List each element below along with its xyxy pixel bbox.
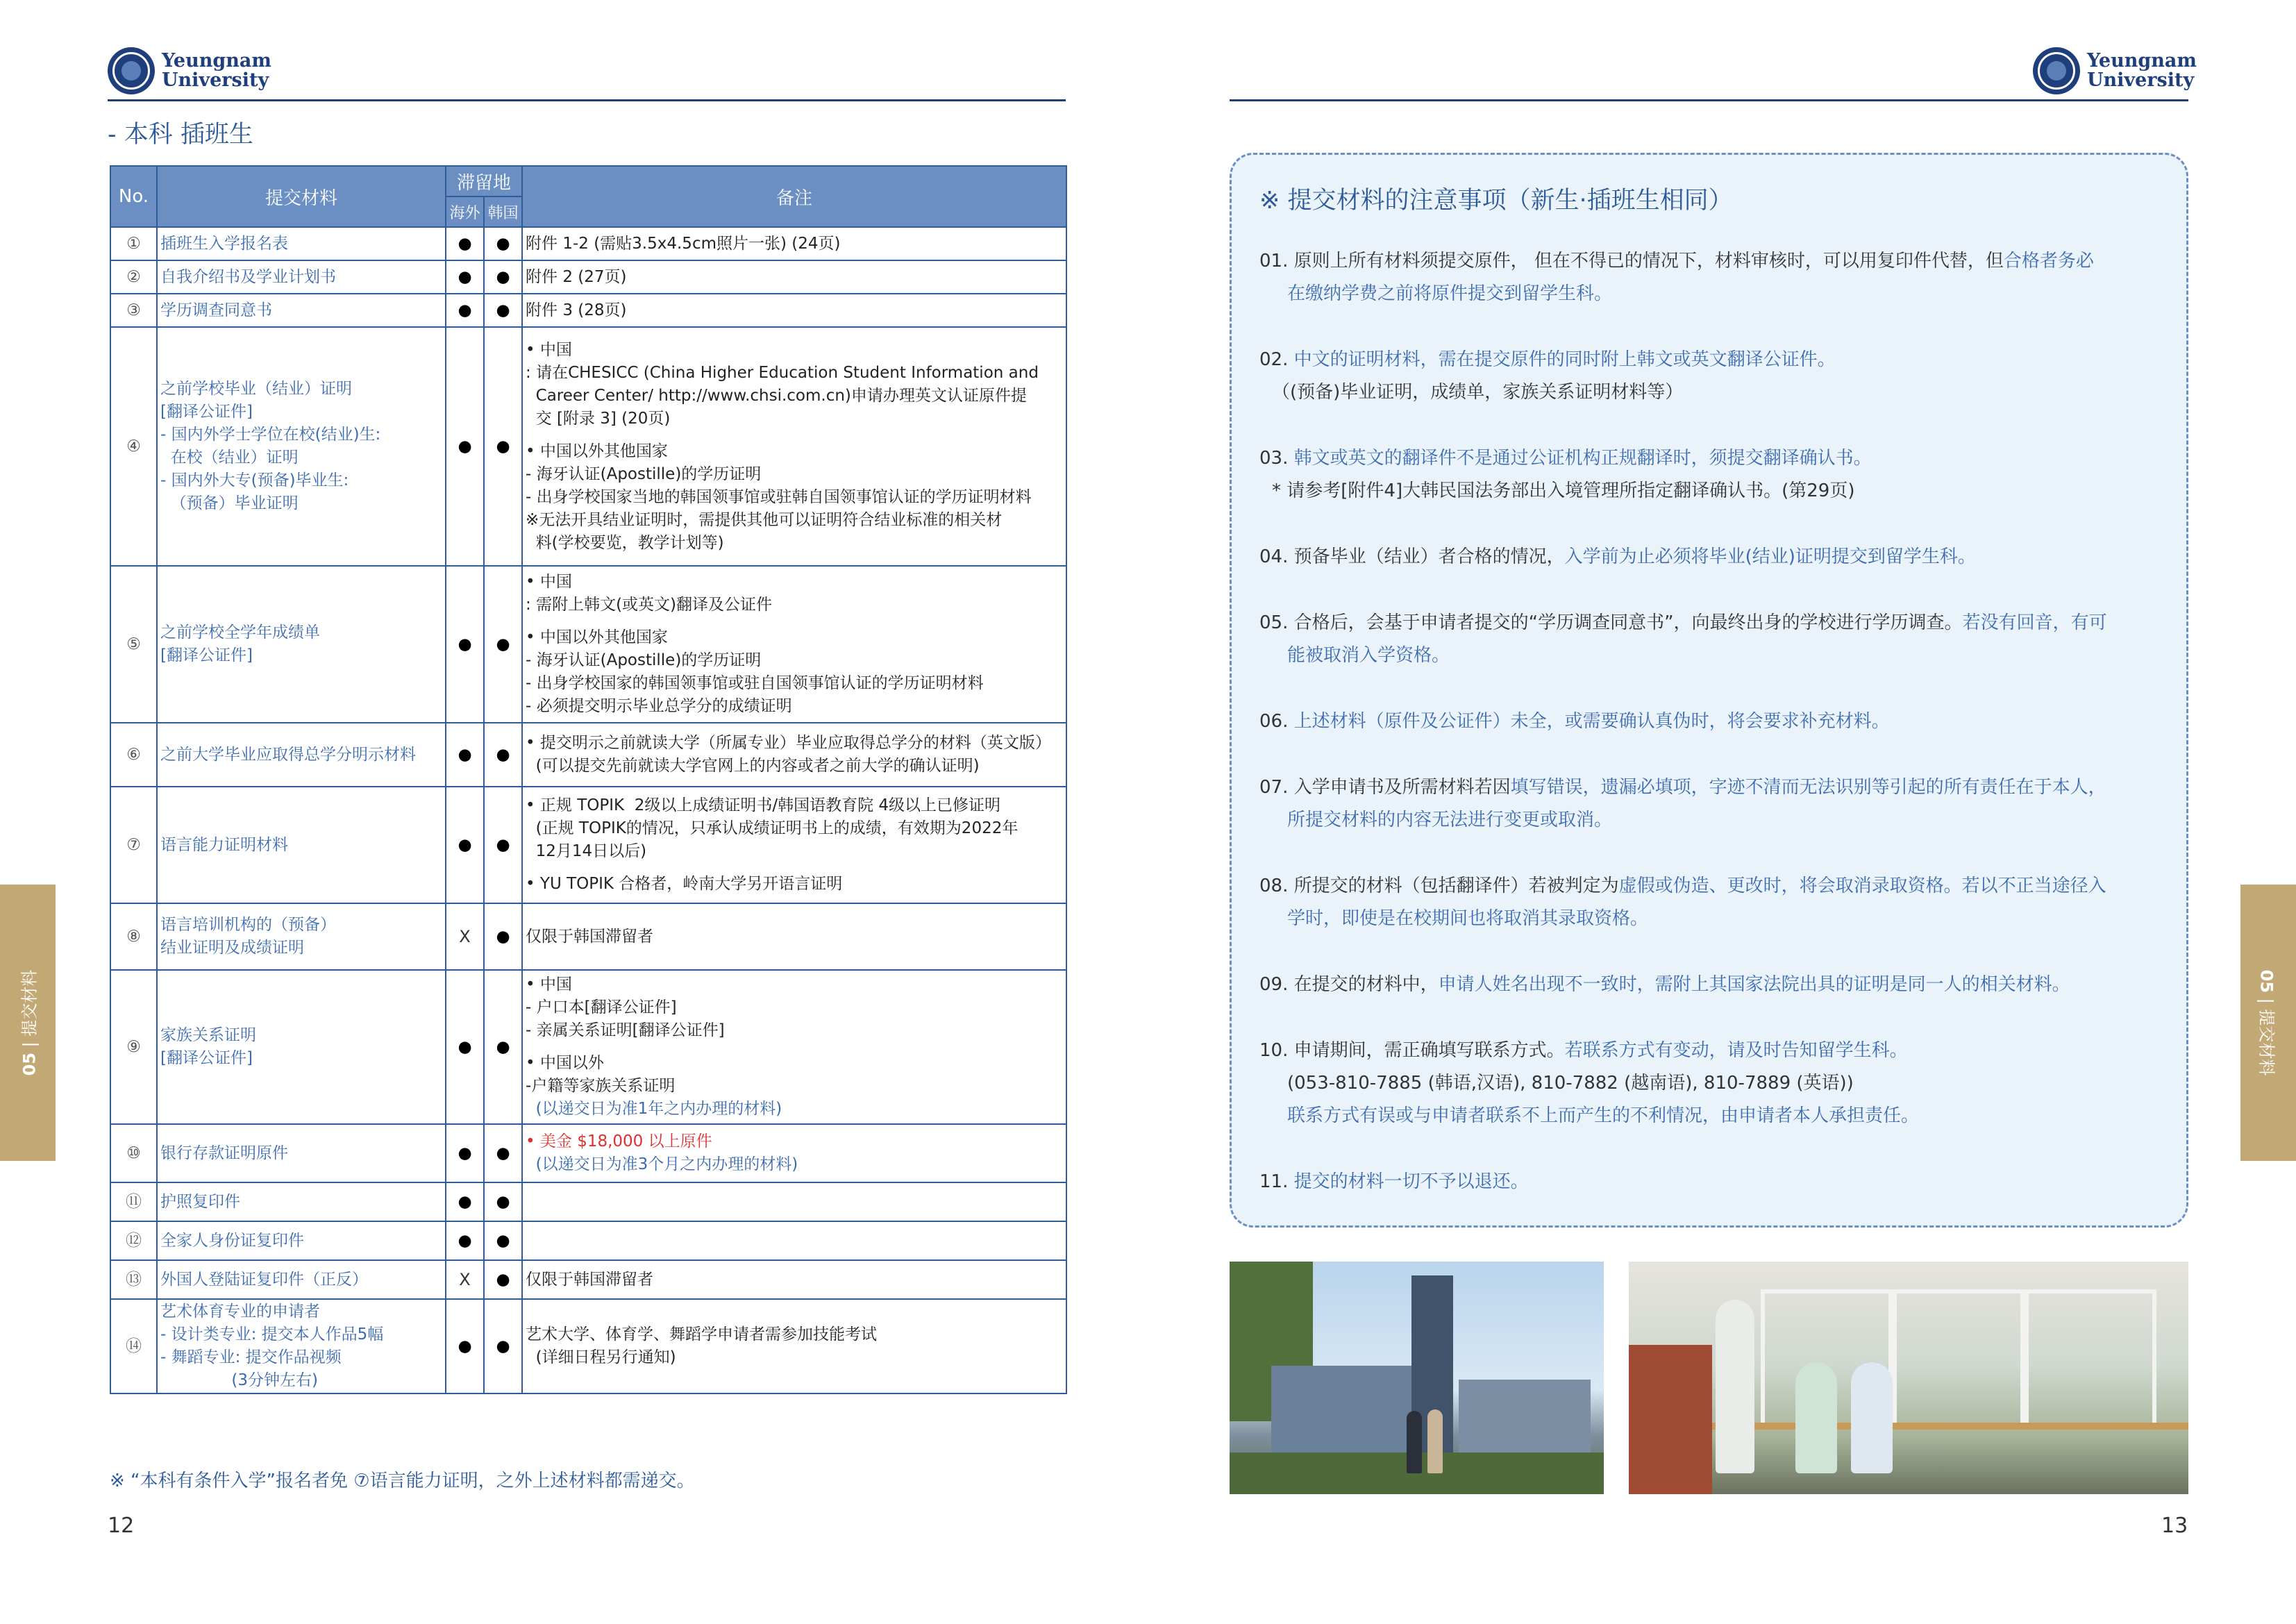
table-row <box>110 723 1066 787</box>
row-number: ⑭ <box>110 1299 157 1393</box>
remark-spacer <box>526 1042 1063 1052</box>
notice-line <box>1259 541 2162 574</box>
remark-line: 附件 3 (28页) <box>526 301 627 319</box>
remark-spacer <box>526 430 1063 440</box>
photo-building <box>1459 1380 1591 1456</box>
table-row <box>110 227 1066 260</box>
material-line: （预备）毕业证明 <box>160 494 299 512</box>
row-number: ⑨ <box>110 970 157 1124</box>
remark-line: - 出身学校国家的韩国领事馆或驻自国领事馆认证的学历证明材料 <box>526 674 984 692</box>
table-row <box>110 1124 1066 1182</box>
remark-line: ※无法开具结业证明时，需提供其他可以证明符合结业标准的相关材 <box>526 510 1003 529</box>
remark-line: - 海牙认证(Apostille)的学历证明 <box>526 651 762 669</box>
remark-line: - 出身学校国家当地的韩国领事馆或驻韩自国领事馆认证的学历证明材料 <box>526 487 1032 506</box>
remark-line-date: (以递交日为准3个月之内办理的材料) <box>526 1155 798 1173</box>
notice-item <box>1259 705 2162 738</box>
table-row <box>110 903 1066 970</box>
korea-mark: ● <box>484 1221 522 1260</box>
notice-continuation: 在缴纳学费之前将原件提交到留学生科。 <box>1287 283 1613 304</box>
table-row <box>110 294 1066 327</box>
university-name: Yeungnam University <box>162 50 271 91</box>
notice-line <box>1259 969 2162 1001</box>
header-remarks: 备注 <box>522 166 1066 227</box>
material-line: [翻译公证件] <box>160 1049 253 1067</box>
material-name <box>157 723 446 787</box>
remark-cell <box>522 1221 1066 1260</box>
materials-table-body <box>110 227 1066 1393</box>
remark-line: -户籍等家族关系证明 <box>526 1077 676 1095</box>
remark-cell <box>522 1124 1066 1182</box>
remark-cell <box>522 294 1066 327</box>
photo-person <box>1795 1362 1837 1473</box>
remark-line: • 正规 TOPIK 2级以上成绩证明书/韩国语教育院 4级以上已修证明 <box>526 796 1001 814</box>
remark-line: • 中国 <box>526 573 572 591</box>
material-name <box>157 1299 446 1393</box>
remark-cell <box>522 787 1066 903</box>
remark-line: (详细日程另行通知) <box>526 1348 676 1366</box>
notice-text: 09. 在提交的材料中， <box>1259 974 1439 995</box>
remark-line: • 中国以外其他国家 <box>526 628 668 646</box>
remark-line: 交 [附录 3] (20页) <box>526 409 671 428</box>
side-tab-text: 05 | 提交材料 <box>19 969 40 1076</box>
remark-cell <box>522 723 1066 787</box>
material-line: 之前大学毕业应取得总学分明示材料 <box>160 745 416 764</box>
overseas-mark: ● <box>446 787 484 903</box>
material-line: 语言能力证明材料 <box>160 835 288 854</box>
remark-cell <box>522 970 1066 1124</box>
notice-emphasis: 韩文或英文的翻译件不是通过公证机构正规翻译时，须提交翻译确认书。 <box>1293 448 1872 469</box>
material-name <box>157 260 446 294</box>
remark-line-date: (以递交日为准1年之内办理的材料) <box>526 1100 782 1118</box>
overseas-mark: ● <box>446 566 484 723</box>
row-number: ① <box>110 227 157 260</box>
material-line: - 舞蹈专业: 提交作品视频 <box>160 1348 342 1366</box>
university-name: Yeungnam University <box>2087 50 2197 91</box>
notice-text: 11. <box>1259 1171 1294 1192</box>
material-name <box>157 903 446 970</box>
material-name <box>157 787 446 903</box>
photo-rail <box>1712 1423 2188 1430</box>
notice-emphasis: 虚假或伪造、更改时，将会取消录取资格。若以不正当途径入 <box>1618 876 2106 896</box>
remark-line: 12月14日以后) <box>526 842 647 860</box>
notice-item <box>1259 1035 2162 1132</box>
material-line: - 国内外大专(预备)毕业生: <box>160 471 349 489</box>
korea-mark: ● <box>484 566 522 723</box>
notice-item <box>1259 870 2162 935</box>
notice-sub-note: * 请参考[附件4]大韩民国法务部出入境管理所指定翻译确认书。(第29页) <box>1272 480 1855 501</box>
material-line: [翻译公证件] <box>160 646 253 664</box>
students-lounge-photo <box>1629 1262 2188 1494</box>
table-footnote: ※ “本科有条件入学”报名者免 ⑦语言能力证明，之外上述材料都需递交。 <box>110 1471 695 1491</box>
university-logo-left <box>108 47 271 94</box>
row-number: ② <box>110 260 157 294</box>
remark-cell <box>522 566 1066 723</box>
notice-continuation: 学时，即使是在校期间也将取消其录取资格。 <box>1287 908 1649 929</box>
notice-line <box>1259 870 2162 903</box>
korea-mark: ● <box>484 294 522 327</box>
materials-table <box>110 165 1067 1394</box>
notice-line <box>1259 771 2162 804</box>
remark-line: : 请在CHESICC (China Higher Education Student Information and <box>526 363 1039 382</box>
photo-person <box>1407 1411 1422 1473</box>
overseas-mark: ● <box>446 1221 484 1260</box>
notice-line <box>1259 245 2162 278</box>
notice-emphasis: 上述材料（原件及公证件）未全，或需要确认真伪时，将会要求补充材料。 <box>1293 711 1890 732</box>
overseas-mark: ● <box>446 1182 484 1221</box>
notice-item <box>1259 442 2162 508</box>
material-name <box>157 294 446 327</box>
notice-emphasis: 合格者务必 <box>2003 251 2094 271</box>
header-materials: 提交材料 <box>157 166 446 227</box>
material-line: - 设计类专业: 提交本人作品5幅 <box>160 1325 384 1343</box>
remark-line: • 中国以外 <box>526 1054 604 1072</box>
notice-line <box>1259 344 2162 376</box>
overseas-mark: ● <box>446 227 484 260</box>
material-name <box>157 1221 446 1260</box>
notice-emphasis: 入学前为止必须将毕业(结业)证明提交到留学生科。 <box>1564 546 1976 567</box>
side-tab-right <box>2240 885 2296 1161</box>
remark-cell <box>522 1182 1066 1221</box>
row-number: ⑬ <box>110 1260 157 1299</box>
table-row <box>110 1260 1066 1299</box>
notice-item <box>1259 344 2162 409</box>
section-title: - 本科 插班生 <box>108 121 253 149</box>
notice-emphasis: 若联系方式有变动，请及时告知留学生科。 <box>1564 1040 1908 1061</box>
notice-line <box>1259 1035 2162 1067</box>
notice-line <box>1259 1166 2162 1198</box>
remark-line: 艺术大学、体育学、舞蹈学申请者需参加技能考试 <box>526 1325 878 1343</box>
photo-person <box>1427 1409 1443 1473</box>
remark-line: 仅限于韩国滞留者 <box>526 927 654 946</box>
notice-emphasis: 中文的证明材料，需在提交原件的同时附上韩文或英文翻译公证件。 <box>1293 349 1836 370</box>
side-tab-text: 05 | 提交材料 <box>2256 969 2277 1076</box>
remark-line: • 中国以外其他国家 <box>526 442 668 460</box>
photo-person <box>1851 1362 1893 1473</box>
remark-line: (正规 TOPIK的情况，只承认成绩证明书上的成绩，有效期为2022年 <box>526 819 1019 837</box>
notice-box <box>1230 153 2188 1228</box>
photo-window <box>1893 1289 2025 1428</box>
korea-mark: ● <box>484 260 522 294</box>
material-line: (3分钟左右) <box>160 1371 318 1389</box>
notice-text: 06. <box>1259 711 1294 732</box>
korea-mark: ● <box>484 227 522 260</box>
table-row <box>110 787 1066 903</box>
overseas-mark: ● <box>446 294 484 327</box>
notice-continuation: 所提交材料的内容无法进行变更或取消。 <box>1287 810 1613 830</box>
notice-text: 01. 原则上所有材料须提交原件， 但在不得已的情况下，材料审核时，可以用复印件代替，但 <box>1259 251 2004 271</box>
notice-title: ※ 提交材料的注意事项（新生·插班生相同） <box>1259 187 1733 215</box>
notice-emphasis: 填写错误，遗漏必填项，字迹不清而无法识别等引起的所有责任在于本人， <box>1510 777 2106 798</box>
material-line: 全家人身份证复印件 <box>160 1231 304 1250</box>
material-line: 银行存款证明原件 <box>160 1144 288 1162</box>
notice-item <box>1259 541 2162 574</box>
header-overseas: 海外 <box>446 196 484 227</box>
material-line: 在校（结业）证明 <box>160 449 299 467</box>
row-number: ④ <box>110 327 157 566</box>
row-number: ⑫ <box>110 1221 157 1260</box>
header-korea: 韩国 <box>484 196 522 227</box>
material-line: 之前学校全学年成绩单 <box>160 623 320 642</box>
korea-mark: ● <box>484 723 522 787</box>
remark-cell <box>522 260 1066 294</box>
notice-item <box>1259 969 2162 1001</box>
material-name <box>157 970 446 1124</box>
material-line: 结业证明及成绩证明 <box>160 939 304 957</box>
overseas-mark: ● <box>446 1124 484 1182</box>
remark-line: (可以提交先前就读大学官网上的内容或者之前大学的确认证明) <box>526 757 980 775</box>
notice-emphasis: 申请人姓名出现不一致时，需附上其国家法院出具的证明是同一人的相关材料。 <box>1438 974 2070 995</box>
material-name <box>157 1260 446 1299</box>
photo-brick-wall <box>1629 1345 1712 1494</box>
remark-line: • 提交明示之前就读大学（所属专业）毕业应取得总学分的材料（英文版） <box>526 734 1051 752</box>
material-line: 插班生入学报名表 <box>160 234 288 253</box>
notice-text: 07. 入学申请书及所需材料若因 <box>1259 777 1511 798</box>
remark-line: Career Center/ http://www.chsi.com.cn)申请办理英文认证原件提 <box>526 386 1027 405</box>
remark-cell <box>522 1260 1066 1299</box>
material-line: 艺术体育专业的申请者 <box>160 1303 320 1321</box>
row-number: ⑩ <box>110 1124 157 1182</box>
remark-spacer <box>526 863 1063 873</box>
notice-sub-note: （(预备)毕业证明，成绩单，家族关系证明材料等） <box>1272 382 1684 403</box>
side-tab-left <box>0 885 56 1161</box>
notice-continuation: 能被取消入学资格。 <box>1287 645 1450 666</box>
notice-text: 03. <box>1259 448 1294 469</box>
notice-text: 05. 合格后，会基于申请者提交的“学历调查同意书”，向最终出身的学校进行学历调查。 <box>1259 612 1963 633</box>
university-logo-right <box>2033 47 2197 94</box>
notice-line <box>1259 705 2162 738</box>
material-line: 家族关系证明 <box>160 1026 256 1044</box>
remark-line: : 需附上韩文(或英文)翻译及公证件 <box>526 596 773 614</box>
notice-item <box>1259 771 2162 837</box>
table-row <box>110 327 1066 566</box>
notice-continuation: (053-810-7885 (韩语,汉语), 810-7882 (越南语), 810-7889 (英语)) <box>1287 1073 1854 1094</box>
notice-emphasis: 提交的材料一切不予以退还。 <box>1293 1171 1529 1192</box>
notice-item <box>1259 607 2162 672</box>
remark-line: • 中国 <box>526 340 572 359</box>
table-row <box>110 566 1066 723</box>
notice-item <box>1259 245 2162 310</box>
korea-mark: ● <box>484 1182 522 1221</box>
material-line: 学历调查同意书 <box>160 301 272 319</box>
material-line: 自我介绍书及学业计划书 <box>160 267 336 286</box>
material-name <box>157 1182 446 1221</box>
remark-line: 料(学校要览，教学计划等) <box>526 533 724 552</box>
korea-mark: ● <box>484 1260 522 1299</box>
table-row <box>110 1182 1066 1221</box>
notice-text: 10. 申请期间，需正确填写联系方式。 <box>1259 1040 1565 1061</box>
material-name <box>157 566 446 723</box>
material-line: 语言培训机构的（预备） <box>160 916 336 934</box>
material-line: 之前学校毕业（结业）证明 <box>160 380 352 398</box>
row-number: ⑥ <box>110 723 157 787</box>
notice-line <box>1259 607 2162 639</box>
remark-line: 附件 1-2 (需贴3.5x4.5cm照片一张) (24页) <box>526 234 841 253</box>
notice-continuation: 联系方式有误或与申请者联系不上而产生的不利情况，由申请者本人承担责任。 <box>1287 1105 1920 1126</box>
remark-line: 附件 2 (27页) <box>526 267 627 286</box>
material-name <box>157 327 446 566</box>
remark-line: - 户口本[翻译公证件] <box>526 998 677 1016</box>
row-number: ③ <box>110 294 157 327</box>
remark-line: • YU TOPIK 合格者，岭南大学另开语言证明 <box>526 875 843 893</box>
header-no: No. <box>110 166 157 227</box>
table-row <box>110 1221 1066 1260</box>
overseas-mark: ● <box>446 723 484 787</box>
overseas-mark: X <box>446 1260 484 1299</box>
overseas-mark: ● <box>446 970 484 1124</box>
remark-line: - 海牙认证(Apostille)的学历证明 <box>526 464 762 483</box>
remark-cell <box>522 1299 1066 1393</box>
notice-text: 02. <box>1259 349 1294 370</box>
remark-line: 仅限于韩国滞留者 <box>526 1270 654 1289</box>
table-row <box>110 970 1066 1124</box>
material-line: 护照复印件 <box>160 1192 240 1211</box>
notice-emphasis: 若没有回音，有可 <box>1962 612 2107 633</box>
remark-cell <box>522 227 1066 260</box>
remark-line: • 中国 <box>526 976 572 994</box>
notice-text: 08. 所提交的材料（包括翻译件）若被判定为 <box>1259 876 1619 896</box>
row-number: ⑤ <box>110 566 157 723</box>
remark-line: - 亲属关系证明[翻译公证件] <box>526 1021 725 1039</box>
overseas-mark: ● <box>446 1299 484 1393</box>
campus-building-photo <box>1230 1262 1604 1494</box>
korea-mark: ● <box>484 1299 522 1393</box>
university-seal-icon <box>2033 47 2080 94</box>
page-number-right: 13 <box>2161 1514 2188 1538</box>
korea-mark: ● <box>484 903 522 970</box>
material-line: - 国内外学士学位在校(结业)生: <box>160 426 381 444</box>
korea-mark: ● <box>484 970 522 1124</box>
korea-mark: ● <box>484 787 522 903</box>
remark-line-highlight: • 美金 $18,000 以上原件 <box>526 1132 712 1150</box>
photo-window <box>2025 1289 2156 1428</box>
overseas-mark: ● <box>446 327 484 566</box>
notice-item <box>1259 1166 2162 1198</box>
photo-person <box>1716 1300 1754 1473</box>
material-line: [翻译公证件] <box>160 403 253 421</box>
remark-cell <box>522 327 1066 566</box>
overseas-mark: ● <box>446 260 484 294</box>
remark-cell <box>522 903 1066 970</box>
material-line: 外国人登陆证复印件（正反） <box>160 1270 368 1289</box>
page-number-left: 12 <box>108 1514 135 1538</box>
header-divider-right <box>1230 99 2188 101</box>
row-number: ⑪ <box>110 1182 157 1221</box>
table-row <box>110 1299 1066 1393</box>
row-number: ⑦ <box>110 787 157 903</box>
material-name <box>157 227 446 260</box>
notice-line <box>1259 442 2162 475</box>
university-seal-icon <box>108 47 155 94</box>
material-name <box>157 1124 446 1182</box>
overseas-mark: X <box>446 903 484 970</box>
remark-spacer <box>526 617 1063 626</box>
notice-text: 04. 预备毕业（结业）者合格的情况， <box>1259 546 1565 567</box>
header-divider-left <box>108 99 1066 101</box>
header-residence: 滞留地 <box>446 166 522 196</box>
notice-list <box>1259 245 2162 1232</box>
korea-mark: ● <box>484 1124 522 1182</box>
table-row <box>110 260 1066 294</box>
remark-line: - 必须提交明示毕业总学分的成绩证明 <box>526 697 792 715</box>
korea-mark: ● <box>484 327 522 566</box>
row-number: ⑧ <box>110 903 157 970</box>
